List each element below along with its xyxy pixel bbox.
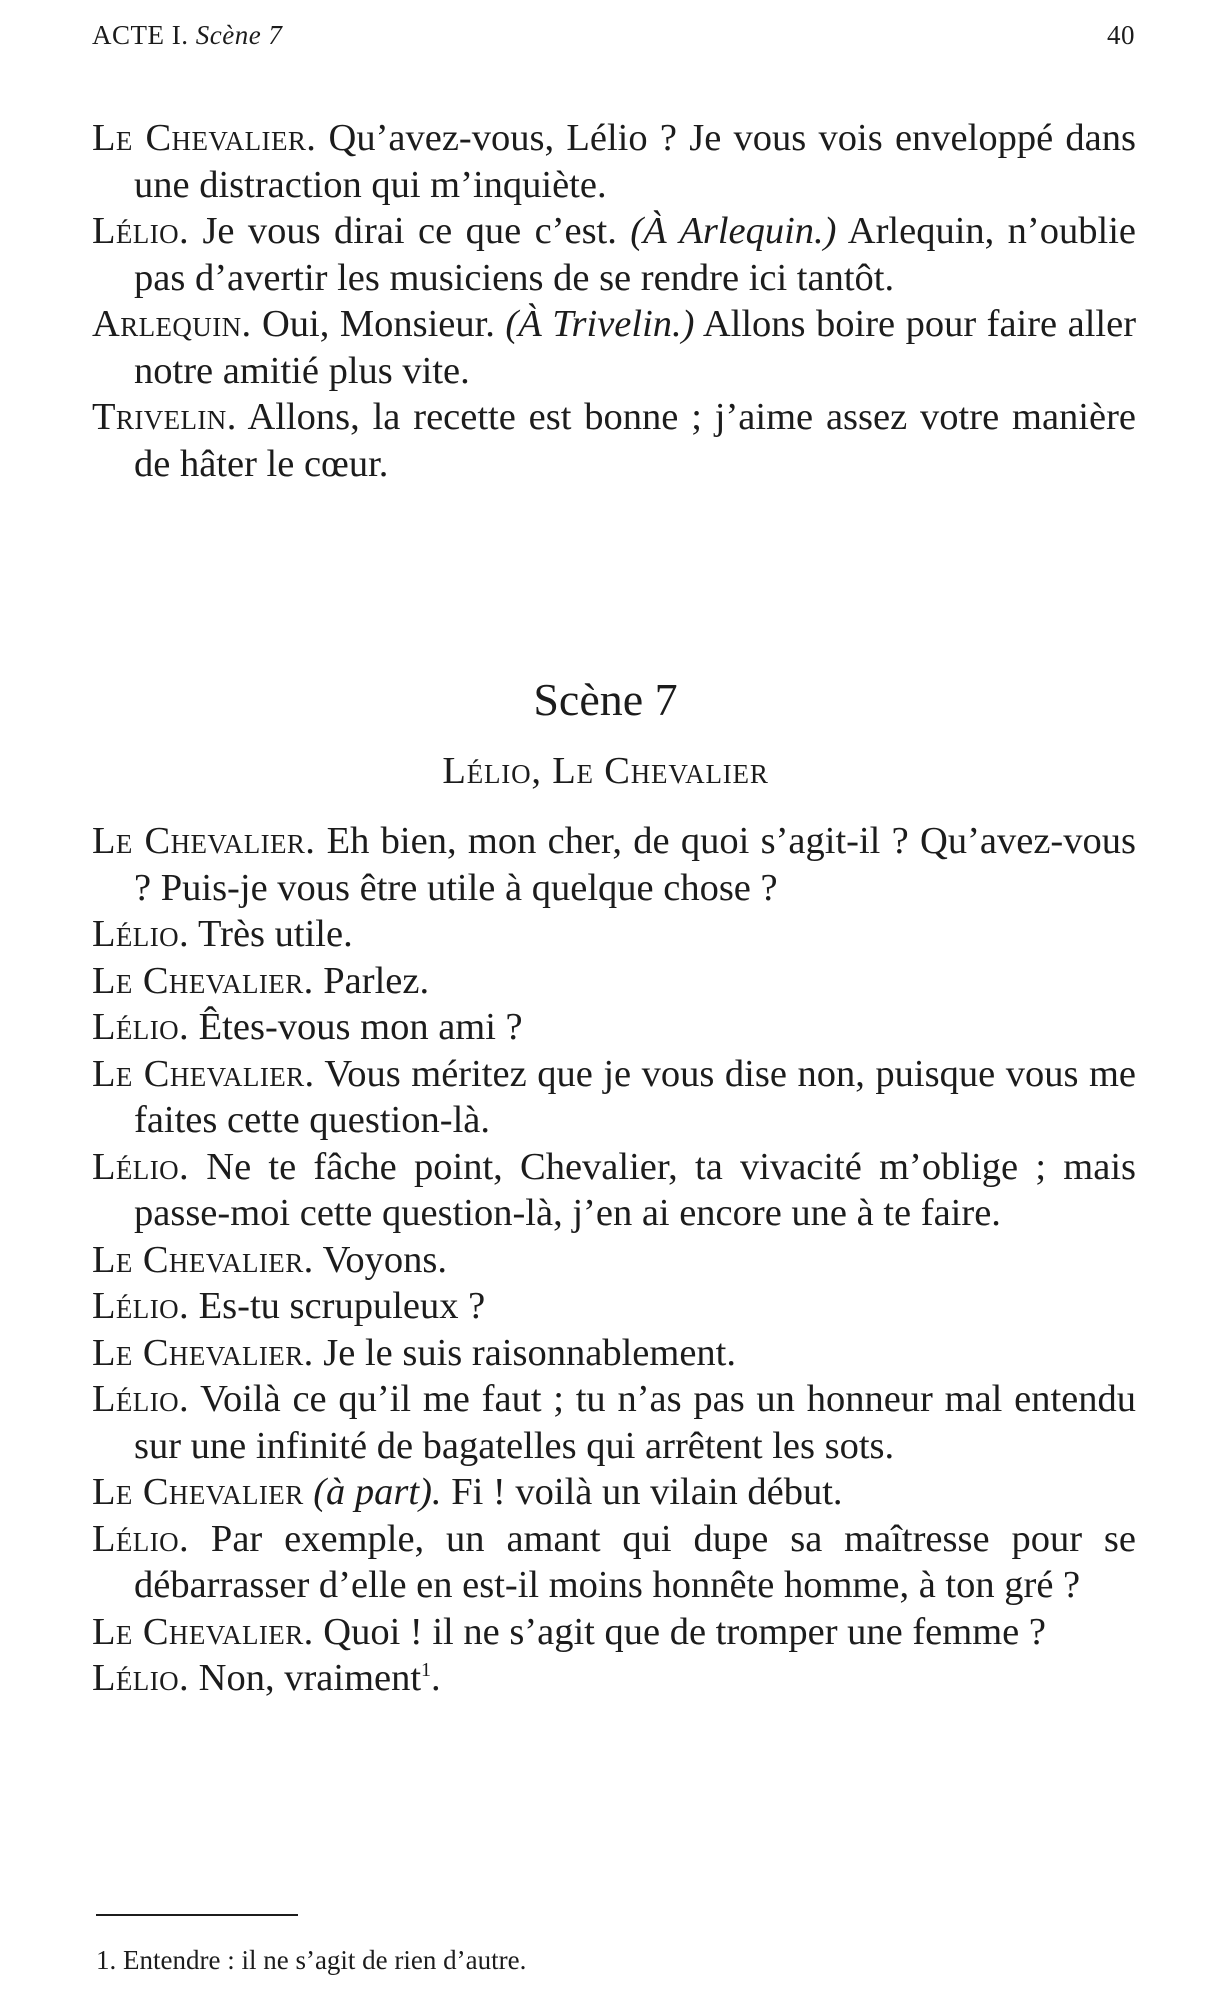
speech xyxy=(92,1655,1136,1702)
scene-label: Scène 7 xyxy=(195,20,283,50)
speech xyxy=(92,394,1136,487)
footnote-number: 1. xyxy=(96,1945,117,1975)
speech-text: Arlequin, n’oublie pas d’avertir les musiciens de se rendre ici tantôt. xyxy=(134,210,1136,299)
speech xyxy=(92,1051,1136,1144)
speaker-name: Le Chevalier. xyxy=(92,117,317,159)
speech-text: Par exemple, un amant qui dupe sa maîtresse pour se débarrasser d’elle en est-il moins honnête homme, à ton gré ? xyxy=(134,1517,1136,1606)
speech xyxy=(92,958,1136,1005)
speech xyxy=(92,1516,1136,1609)
footnote-reference[interactable]: 1 xyxy=(421,1659,432,1682)
speaker-name: Le Chevalier. xyxy=(92,1331,314,1374)
speech xyxy=(92,1283,1136,1330)
speech-text: Êtes-vous mon ami ? xyxy=(198,1006,523,1048)
speaker-name: Lélio. xyxy=(92,1657,190,1699)
page-number: 40 xyxy=(1107,20,1135,50)
speech-text: Allons boire pour faire aller notre amitié plus vite. xyxy=(134,303,1137,392)
speech-text-end: . xyxy=(431,1657,441,1699)
speech-text: Fi ! voilà un vilain début. xyxy=(451,1471,843,1513)
footnote-divider xyxy=(96,1914,298,1916)
speaker-name: Le Chevalier. xyxy=(92,959,314,1002)
speech xyxy=(92,1376,1136,1469)
speech-text: Quoi ! il ne s’agit que de tromper une femme ? xyxy=(323,1610,1046,1653)
running-head xyxy=(92,20,1135,60)
footnote xyxy=(96,1944,1096,1976)
act-scene-label xyxy=(92,20,282,51)
speech xyxy=(92,1469,1136,1516)
speaker-name: Le Chevalier. xyxy=(92,1610,314,1653)
speech-text: Eh bien, mon cher, de quoi s’agit-il ? Qu’avez-vous ? Puis-je vous être utile à quelque chose ? xyxy=(134,820,1136,909)
speaker-name: Le Chevalier. xyxy=(92,1238,314,1281)
speech-text: Non, vraiment xyxy=(198,1657,422,1699)
act-label: ACTE I. xyxy=(92,20,189,50)
stage-direction: (À Trivelin.) xyxy=(505,303,695,345)
scene-characters: Lélio, Le Chevalier xyxy=(442,750,769,792)
speaker-name: Le Chevalier xyxy=(92,1471,304,1513)
speaker-name: Le Chevalier. xyxy=(92,820,316,862)
speech xyxy=(92,115,1136,208)
speaker-name: Lélio. xyxy=(92,1517,190,1560)
speech-text: Voilà ce qu’il me faut ; tu n’as pas un honneur mal entendu sur une infinité de bagatelles qui arrêtent les sots. xyxy=(134,1378,1136,1467)
speech-text: Es-tu scrupuleux ? xyxy=(198,1285,486,1327)
speech-text: Oui, Monsieur. xyxy=(262,303,495,345)
speech xyxy=(92,1004,1136,1051)
speech xyxy=(92,1330,1136,1377)
footnote-text: Entendre : il ne s’agit de rien d’autre. xyxy=(123,1945,527,1975)
speech xyxy=(92,1237,1136,1284)
speech-text: Très utile. xyxy=(197,913,353,955)
speech-text: Je le suis raisonnablement. xyxy=(323,1331,736,1374)
scene-title: Scène 7 xyxy=(533,674,678,725)
speaker-name: Lélio. xyxy=(92,913,190,955)
speaker-name: Arlequin. xyxy=(92,303,252,345)
speech xyxy=(92,208,1136,301)
speech xyxy=(92,1144,1136,1237)
speaker-name: Le Chevalier. xyxy=(92,1052,315,1095)
speech xyxy=(92,1609,1136,1656)
speech-text: Vous méritez que je vous dise non, puisque vous me faites cette question-là. xyxy=(134,1052,1136,1141)
speaker-name: Lélio. xyxy=(92,1378,190,1420)
speech-text: Parlez. xyxy=(323,959,430,1002)
stage-direction: (À Arlequin.) xyxy=(630,210,837,252)
speech xyxy=(92,301,1136,394)
speaker-name: Lélio. xyxy=(92,1285,190,1327)
speaker-name: Lélio. xyxy=(92,1006,190,1048)
scene-dialogue xyxy=(92,818,1136,1702)
previous-scene-ending xyxy=(92,115,1136,487)
speech-text: Ne te fâche point, Chevalier, ta vivacité m’oblige ; mais passe-moi cette question-là, j’en ai encore une à te faire. xyxy=(134,1145,1137,1234)
speech-text: Qu’avez-vous, Lélio ? Je vous vois enveloppé dans une distraction qui m’inquiète. xyxy=(134,117,1136,206)
stage-direction: (à part). xyxy=(313,1471,442,1513)
speech-text: Allons, la recette est bonne ; j’aime assez votre manière de hâter le cœur. xyxy=(134,396,1136,485)
speech xyxy=(92,818,1136,911)
speech-text: Voyons. xyxy=(322,1238,448,1281)
speaker-name: Trivelin. xyxy=(92,396,237,438)
speech xyxy=(92,911,1136,958)
speaker-name: Lélio. xyxy=(92,1145,190,1188)
speaker-name: Lélio. xyxy=(92,210,190,252)
speech-text: Je vous dirai ce que c’est. xyxy=(202,210,617,252)
